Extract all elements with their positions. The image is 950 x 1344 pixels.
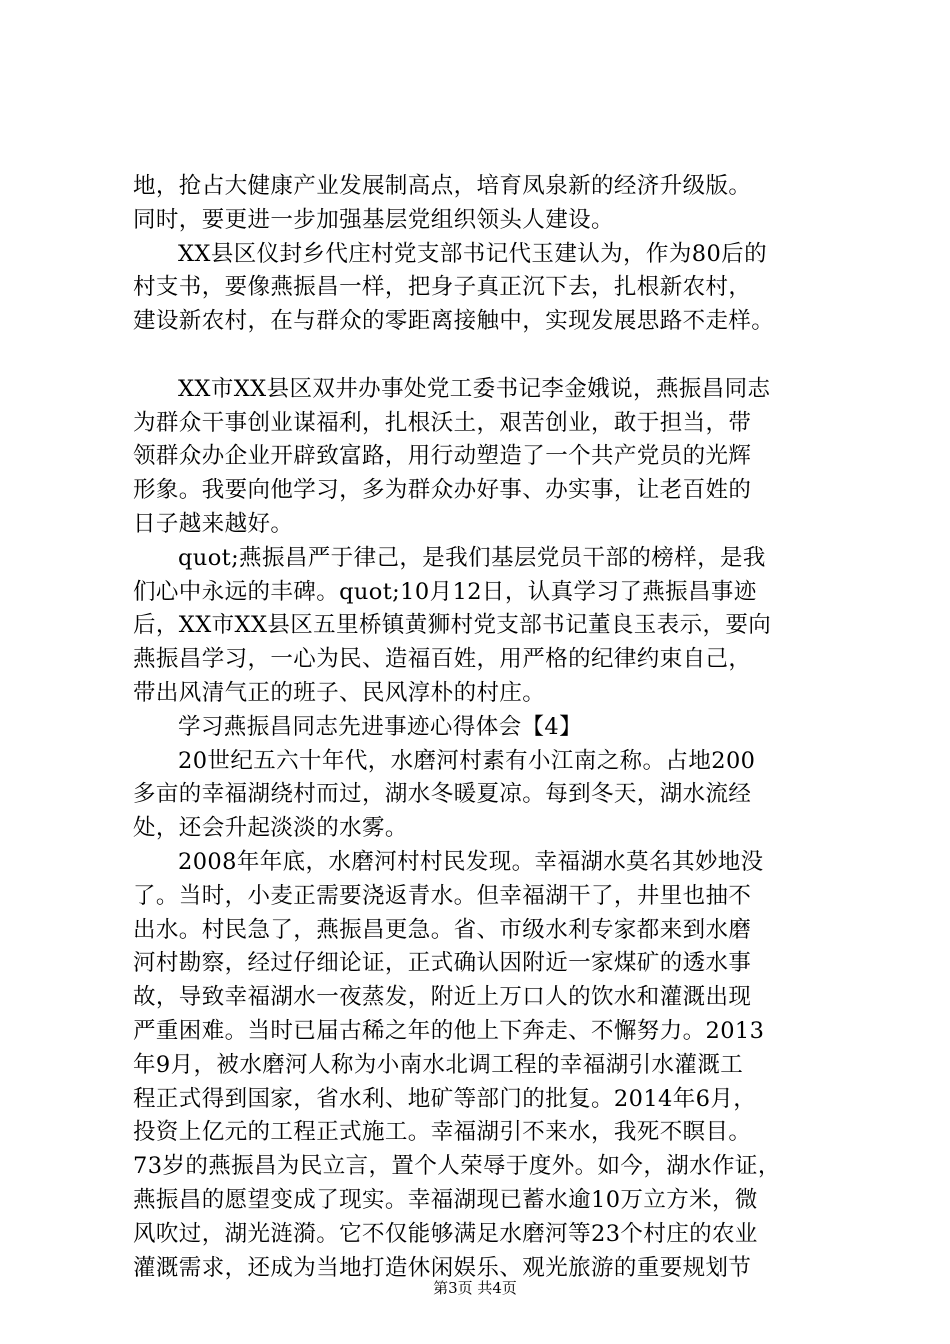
document-body [133,170,833,1285]
text-line: 出水。村民急了，燕振昌更急。省、市级水利专家都来到水磨 [133,916,752,943]
text-line: 处，还会升起淡淡的水雾。 [133,815,408,842]
text-line: 20世纪五六十年代，水磨河村素有小江南之称。占地200 [178,747,756,774]
text-line: 燕振昌学习，一心为民、造福百姓，用严格的纪律约束自己， [133,646,752,673]
text-line: 日子越来越好。 [133,510,294,537]
text-line: 严重困难。当时已届古稀之年的他上下奔走、不懈努力。2013 [133,1017,765,1044]
text-line: 地，抢占大健康产业发展制高点，培育凤泉新的经济升级版。 [133,173,752,199]
text-line: 投资上亿元的工程正式施工。幸福湖引不来水，我死不瞑目。 [133,1119,752,1146]
text-line: 带出风清气正的班子、民风淳朴的村庄。 [133,679,546,706]
text-line: XX市XX县区双井办事处党工委书记李金娥说，燕振昌同志 [178,375,771,402]
section-heading: 学习燕振昌同志先进事迹心得体会【4】 [178,713,583,740]
text-line: 为群众干事创业谋福利，扎根沃土，艰苦创业，敢于担当，带 [133,409,752,436]
text-line: XX县区仪封乡代庄村党支部书记代玉建认为，作为80后的 [178,240,767,267]
text-line: 2008年年底，水磨河村村民发现。幸福湖水莫名其妙地没 [178,848,764,875]
blank-line [133,339,833,373]
text-line: 河村勘察，经过仔细论证，正式确认因附近一家煤矿的透水事 [133,950,752,977]
text-line: 们心中永远的丰碑。quot;10月12日，认真学习了燕振昌事迹 [133,578,757,605]
text-line: 灌溉需求，还成为当地打造休闲娱乐、观光旅游的重要规划节 [133,1254,752,1281]
text-line: 了。当时，小麦正需要浇返青水。但幸福湖干了，井里也抽不 [133,882,752,909]
text-line: 建设新农村，在与群众的零距离接触中，实现发展思路不走样。 [133,308,775,335]
text-line: 村支书，要像燕振昌一样，把身子真正沉下去，扎根新农村， [133,274,752,301]
text-line: 形象。我要向他学习，多为群众办好事、办实事，让老百姓的 [133,477,752,504]
text-line: 故，导致幸福湖水一夜蒸发，附近上万口人的饮水和灌溉出现 [133,984,752,1011]
text-line: 领群众办企业开辟致富路，用行动塑造了一个共产党员的光辉 [133,443,752,470]
text-line: 73岁的燕振昌为民立言，置个人荣辱于度外。如今，湖水作证， [133,1153,781,1180]
text-line: 同时，要更进一步加强基层党组织领头人建设。 [133,206,614,233]
page-number-footer: 第3页 共4页 [433,1279,517,1297]
text-line: 年9月，被水磨河人称为小南水北调工程的幸福湖引水灌溉工 [133,1051,744,1078]
text-line: 风吹过，湖光涟漪。它不仅能够满足水磨河等23个村庄的农业 [133,1220,758,1247]
text-line: 程正式得到国家，省水利、地矿等部门的批复。2014年6月， [133,1085,757,1112]
text-line: 后，XX市XX县区五里桥镇黄狮村党支部书记董良玉表示，要向 [133,612,772,639]
text-line: 多亩的幸福湖绕村而过，湖水冬暖夏凉。每到冬天，湖水流经 [133,781,752,808]
text-line: quot;燕振昌严于律己，是我们基层党员干部的榜样，是我 [178,544,766,571]
text-line: 燕振昌的愿望变成了现实。幸福湖现已蓄水逾10万立方米，微 [133,1186,758,1213]
